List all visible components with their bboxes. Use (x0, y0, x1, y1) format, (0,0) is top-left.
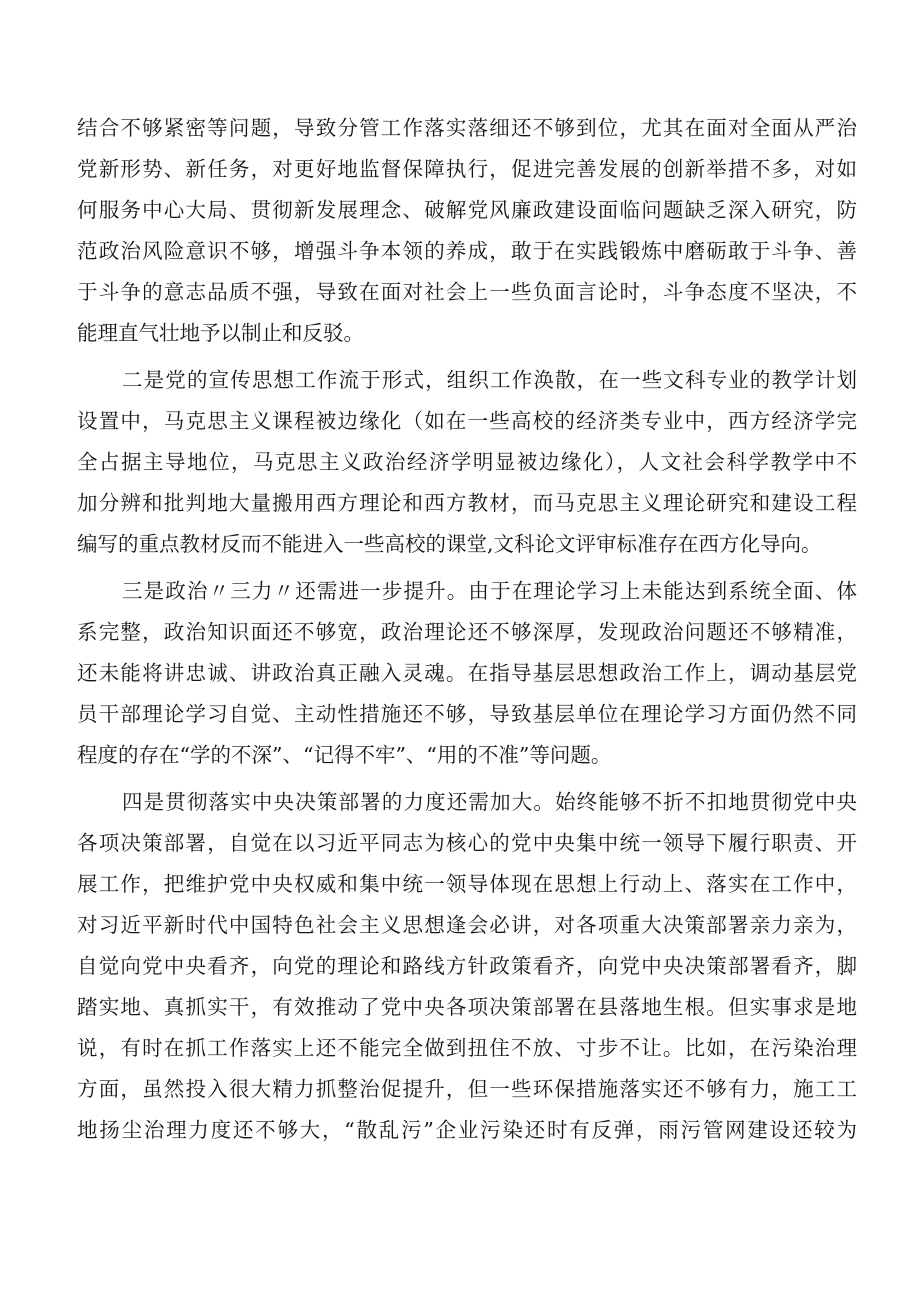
paragraph-4-line-1: 四是贯彻落实中央决策部署的力度还需加大。始终能够不折不扣地贯彻党中央 (122, 790, 857, 814)
paragraph-2-line-4: 加分辨和批判地大量搬用西方理论和西方教材，而马克思主义理论研究和建设工程 (77, 491, 857, 515)
paragraph-1-line-5: 于斗争的意志品质不强，导致在面对社会上一些负面言论时，斗争态度不坚决，不 (77, 280, 857, 304)
paragraph-1-line-6: 能理直气壮地予以制止和反驳。 (77, 321, 364, 345)
paragraph-4-line-9: 地扬尘治理力度还不够大，“散乱污”企业污染还时有反弹，雨污管网建设还较为 (77, 1118, 857, 1142)
paragraph-4-line-5: 自觉向党中央看齐，向党的理论和路线方针政策看齐，向党中央决策部署看齐，脚 (77, 954, 857, 978)
paragraph-2-line-3: 全占据主导地位，马克思主义政治经济学明显被边缘化），人文社会科学教学中不 (77, 450, 857, 474)
paragraph-4 (77, 782, 857, 1151)
paragraph-4-line-6: 踏实地、真抓实干，有效推动了党中央各项决策部署在县落地生根。但实事求是地 (77, 995, 857, 1019)
paragraph-3-line-4: 员干部理论学习自觉、主动性措施还不够，导致基层单位在理论学习方面仍然不同 (77, 702, 857, 726)
paragraph-4-line-4: 对习近平新时代中国特色社会主义思想逢会必讲，对各项重大决策部署亲力亲为， (77, 913, 857, 937)
paragraph-1-line-1: 结合不够紧密等问题，导致分管工作落实落细还不够到位，尤其在面对全面从严治 (77, 116, 857, 140)
paragraph-1-line-4: 范政治风险意识不够，增强斗争本领的养成，敢于在实践锻炼中磨砺敢于斗争、善 (77, 239, 857, 263)
paragraph-3-line-1: 三是政治〃三力〃还需进一步提升。由于在理论学习上未能达到系统全面、体 (122, 579, 857, 603)
paragraph-2-line-2: 设置中，马克思主义课程被边缘化（如在一些高校的经济类专业中，西方经济学完 (77, 409, 857, 433)
paragraph-2-line-1: 二是党的宣传思想工作流于形式，组织工作涣散，在一些文科专业的教学计划 (122, 368, 857, 392)
paragraph-4-line-3: 展工作，把维护党中央权威和集中统一领导体现在思想上行动上、落实在工作中， (77, 872, 857, 896)
paragraph-4-line-2: 各项决策部署，自觉在以习近平同志为核心的党中央集中统一领导下履行职责、开 (77, 831, 857, 855)
paragraph-3 (77, 571, 857, 776)
paragraph-4-line-7: 说，有时在抓工作落实上还不能完全做到扭住不放、寸步不让。比如，在污染治理 (77, 1036, 857, 1060)
paragraph-1-line-3: 何服务中心大局、贯彻新发展理念、破解党风廉政建设面临问题缺乏深入研究，防 (77, 198, 857, 222)
paragraph-2 (77, 360, 857, 565)
paragraph-3-line-5: 程度的存在“学的不深”、“记得不牢”、“用的不准”等问题。 (77, 743, 612, 767)
paragraph-3-line-2: 系完整，政治知识面还不够宽，政治理论还不够深厚，发现政治问题还不够精准， (77, 620, 857, 644)
paragraph-4-line-8: 方面，虽然投入很大精力抓整治促提升，但一些环保措施落实还不够有力，施工工 (77, 1077, 857, 1101)
paragraph-2-line-5: 编写的重点教材反而不能进入一些高校的课堂,文科论文评审标准存在西方化导向。 (77, 532, 822, 556)
document-body (77, 108, 857, 1151)
paragraph-1 (77, 108, 857, 354)
paragraph-3-line-3: 还未能将讲忠诚、讲政治真正融入灵魂。在指导基层思想政治工作上，调动基层党 (77, 661, 857, 685)
paragraph-1-line-2: 党新形势、新任务，对更好地监督保障执行，促进完善发展的创新举措不多，对如 (77, 157, 857, 181)
